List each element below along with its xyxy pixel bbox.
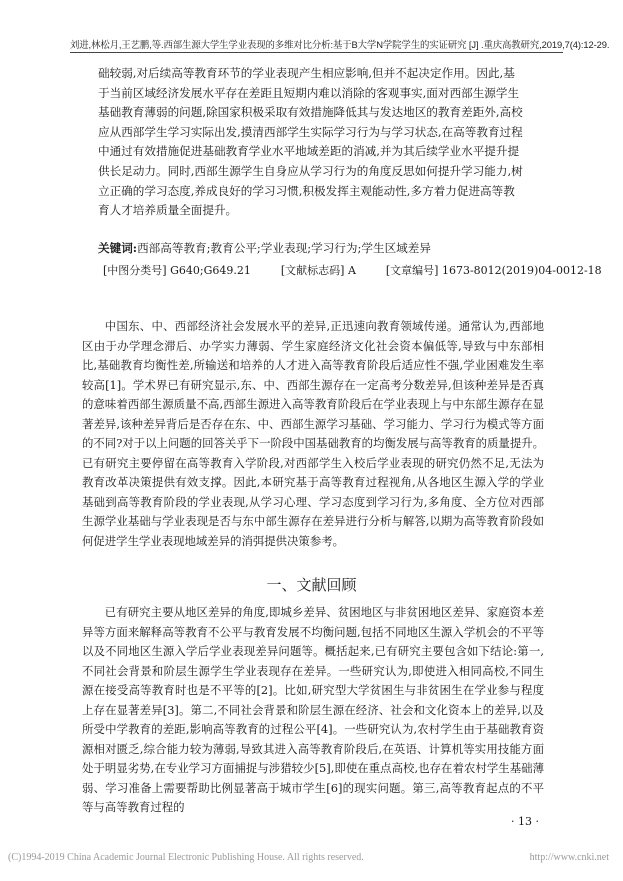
intro-paragraph: 中国东、中、西部经济社会发展水平的差异,正迅速向教育领域传递。通常认为,西部地区由于办学理念滞后、办学实力薄弱、学生家庭经济文化社会资本偏低等,导致与中东部相比,基础教育均衡性差,所输送和培养的人才进入高等教育阶段后适应性不强,学业困难发生率较高[1]。学术界已有研究显示,东、中、西部生源存在一定高考分数差异,但该种差异是否真的意味着西部生源质量不高,西部生源进入高等教育阶段后在学业表现上与中东部生源存在显著差异,该种差异背后是否存在东、中、西部生源学习基础、学习能力、学习行为模式等方面的不同?对于以上问题的回答关乎下一阶段中国基础教育的均衡发展与高等教育的质量提升。已有研究主要停留在高等教育入学阶段,对西部学生入校后学业表现的研究仍然不足,无法为教育改革决策提供有效支撑。因此,本研究基于高等教育过程视角,从各地区生源入学的学业基础到高等教育阶段的学业表现,从学习心理、学习态度到学习行为,多角度、全方位对西部生源学业基础与学业表现是否与东中部生源存在差异进行分析与解答,以期为高等教育阶段如何促进学生学业表现地域差异的消弭提供决策参考。 xyxy=(82,319,544,548)
footer-copyright: (C)1994-2019 China Academic Journal Electronic Publishing House. All rights reserved. xyxy=(8,852,364,863)
keywords-value: 西部高等教育;教育公平;学业表现;学习行为;学生区域差异 xyxy=(137,241,431,255)
page-number: · 13 · xyxy=(511,815,539,828)
introduction xyxy=(82,317,544,551)
clc-number: [中图分类号] G640;G649.21 xyxy=(103,264,251,277)
keywords-label: 关键词: xyxy=(98,241,138,255)
article-meta xyxy=(103,262,602,278)
footer-url: http://www.cnki.net xyxy=(529,852,609,863)
keywords xyxy=(98,240,431,256)
article-number: [文章编号] 1673-8012(2019)04-0012-18 xyxy=(385,264,602,277)
running-header: 刘进,林松月,王艺鹏,等.西部生源大学生学业表现的多维对比分析:基于B大学N学院学生的实证研究 [J] .重庆高教研究,2019,7(4):12-29. xyxy=(70,39,610,50)
body-paragraph: 已有研究主要从地区差异的角度,即城乡差异、贫困地区与非贫困地区差异、家庭资本差异等方面来解释高等教育不公平与教育发展不均衡问题,包括不同地区生源入学机会的不平等以及不同地区生源入学后学业表现差异问题等。概括起来,已有研究主要包含如下结论:第一,不同社会背景和阶层生源学生学业表现存在差异。一些研究认为,即使进入相同高校,不同生源在接受高等教育时也是不平等的[2]。比如,研究型大学贫困生与非贫困生在学业参与程度上存在显著差异[3]。第二,不同社会背景和阶层生源在经济、社会和文化资本上的差异,以及所受中学教育的差距,影响高等教育的过程公平[4]。一些研究认为,农村学生由于基础教育资源相对匮乏,综合能力较为薄弱,导致其进入高等教育阶段后,在英语、计算机等实用技能方面处于明显劣势,在专业学习方面捕捉与涉猎较少[5],即使在重点高校,也存在着农村学生基础薄弱、学习准备上需要帮助比例显著高于城市学生[6]的现实问题。第三,高等教育起点的不平等与高等教育过程的 xyxy=(82,605,544,814)
section-title: 一、文献回顾 xyxy=(266,576,357,594)
header-rule xyxy=(70,52,563,53)
document-code: [文献标志码] A xyxy=(280,264,356,277)
footer xyxy=(8,852,609,863)
literature-review xyxy=(82,603,544,818)
abstract-paragraph: 础较弱,对后续高等教育环节的学业表现产生相应影响,但并不起决定作用。因此,基于当前区域经济发展水平存在差距且短期内难以消除的客观事实,面对西部生源学生基础教育薄弱的问题,除国家积极采取有效措施降低其与发达地区的教育差距外,高校应从西部学生学习实际出发,摸清西部学生实际学习行为与学习状态,在高等教育过程中通过有效措施促进基础教育学业水平地域差距的消减,并为其后续学业水平提升提供长足动力。同时,西部生源学生自身应从学习行为的角度反思如何提升学习能力,树立正确的学习态度,养成良好的学习习惯,积极发挥主观能动性,多方着力促进高等教育人才培养质量全面提升。 xyxy=(98,66,523,218)
abstract xyxy=(98,64,526,221)
